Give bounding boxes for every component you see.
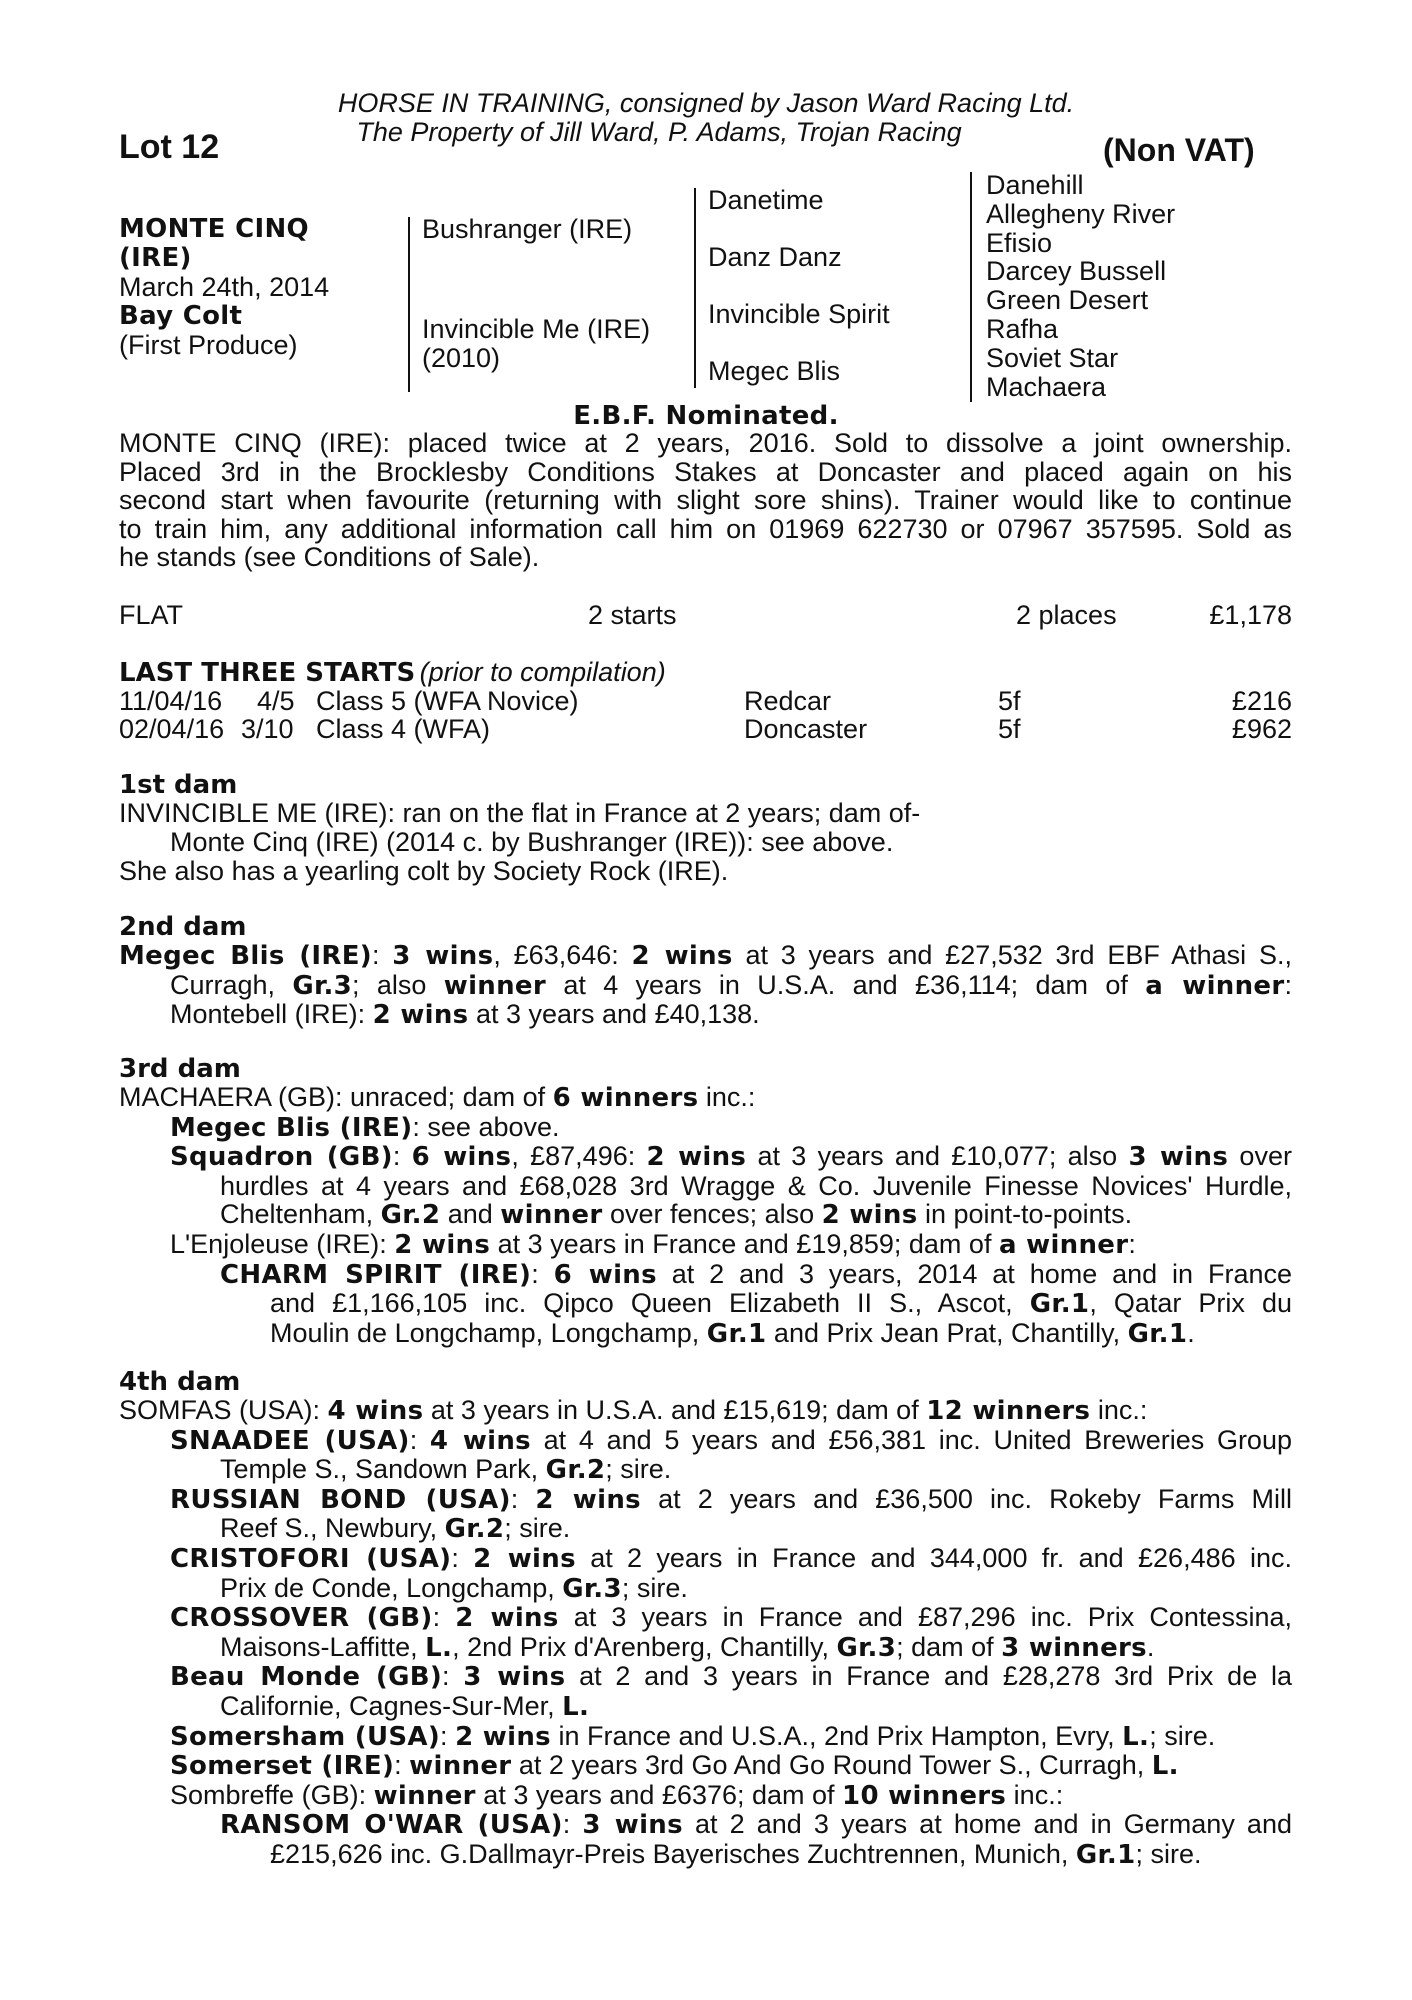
dam4-sn-sire: ; sire. [605,1454,672,1485]
dam3-sq-wins-2: 2 wins [646,1142,747,1173]
dam4-intro-wins: 4 wins [327,1396,424,1426]
dam2-line-1 [119,941,1292,971]
dam4-co-sep: : [432,1602,456,1633]
dam3-le-detail: at 3 years in France and £19,859; dam of [490,1228,999,1259]
last-starts-title: LAST THREE STARTS [119,658,416,688]
dam2-usa: at 4 years in U.S.A. and £36,114; dam of [545,969,1146,1000]
dam2-winner: winner [443,970,546,1001]
dam3-squadron-3 [119,1200,1292,1230]
dam4-co-period: . [1146,1631,1155,1662]
dam3-sq-detail: at 3 years and £10,077; also [746,1141,1129,1172]
dam4-cristofori-1 [119,1544,1292,1574]
horse-country: (IRE) [119,243,192,273]
dam2-sep: : [371,940,393,970]
dam4-ro-dallmayr: £215,626 inc. G.Dallmayr-Preis Bayerisches Zuchtrennen, Munich, [270,1838,1076,1869]
dam4-co-listed: L. [425,1632,453,1663]
dam3-le-a-winner: a winner [998,1229,1129,1260]
summary-line-4: to train him, any additional information call him on 01969 622730 or 07967 357595. Sold as [119,513,1292,544]
dam2-entry [119,941,1292,1030]
dam2-wins-2: 2 wins [631,941,733,971]
dam4-ro-sep: : [562,1809,583,1840]
dam4-crossover-2 [119,1633,1292,1663]
dam4-intro-a: SOMFAS (USA): [119,1395,328,1425]
dam3-squadron-1 [119,1142,1292,1172]
dam4-co-wins: 2 wins [455,1603,559,1634]
dam4-cr-grade: Gr.3 [562,1573,622,1604]
vat-status: (Non VAT) [1103,132,1255,168]
dam4-crossover-1 [119,1603,1292,1633]
pedigree-g2-3: Invincible Spirit [708,299,890,329]
dam4-bm-wins: 3 wins [463,1662,566,1693]
dam3-cs-prat: and Prix Jean Prat, Chantilly, [766,1317,1128,1348]
dam4-co-dam-of: ; dam of [896,1631,1002,1662]
dam4-ss-listed: L. [1151,1751,1179,1782]
dam2-montebell-detail: at 3 years and £40,138. [468,999,760,1030]
dam4-sn-detail: at 4 and 5 years and £56,381 inc. United Breweries Group [530,1424,1292,1455]
dam4-sb-name: Sombreffe (GB): [170,1779,374,1810]
dam3-le-wins: 2 wins [394,1229,491,1260]
last-starts-heading [119,658,666,688]
dam4-ro-sire: ; sire. [1135,1838,1202,1869]
dam4-sm-wins: 2 wins [455,1721,551,1752]
dam4-ransom-2 [119,1840,1292,1870]
horse-details [119,215,329,360]
dam1-line-3: She also has a yearling colt by Society Rock (IRE). [119,856,729,886]
dam4-somersham [119,1722,1292,1752]
dam2-also: ; also [352,969,444,1000]
pedigree-line-3 [970,172,972,402]
dam4-ro-grade: Gr.1 [1075,1839,1136,1870]
dam2-detail: at 3 years and £27,532 3rd EBF Athasi S., [732,940,1292,970]
record-earnings: £1,178 [1209,600,1292,630]
start-row-1-pos: 4/5 [257,686,295,716]
ebf-nominated: E.B.F. Nominated. [573,401,839,431]
start-row-2-date: 02/04/16 [119,714,225,744]
dam4-rb-sep: : [510,1483,536,1514]
dam3-cs-qipco: and £1,166,105 inc. Qipco Queen Elizabeth II S., Ascot, [270,1288,1030,1319]
dam4-somersham-name: Somersham (USA) [170,1721,441,1752]
dam3-cs-period: . [1187,1317,1195,1348]
dam4-sn-grade: Gr.2 [545,1455,606,1486]
dam2-colon: : [1284,969,1292,1000]
pedigree-g3-5: Green Desert [986,285,1149,316]
consignor-line: HORSE IN TRAINING, consigned by Jason Ward Racing Ltd. [337,88,1075,118]
dam3-intro-winners: 6 winners [552,1083,699,1113]
dam3-cs-detail: at 2 and 3 years, 2014 at home and in France [656,1258,1292,1289]
dam4-rb-sire: ; sire. [504,1513,571,1544]
dam4-co-maisons: Maisons-Laffitte, [220,1631,426,1662]
dam4-russian-name: RUSSIAN BOND (USA) [170,1484,511,1515]
dam3-sq-wins-3: 3 wins [1128,1142,1229,1173]
property-line: The Property of Jill Ward, P. Adams, Trojan Racing [356,117,962,147]
dam4-cr-detail: at 2 years in France and 344,000 fr. and £26,486 inc. [575,1542,1292,1573]
dam4-sm-detail: in France and U.S.A., 2nd Prix Hampton, Evry, [550,1720,1123,1751]
dam4-beaumonde-2 [119,1692,1292,1722]
start-row-2-course: Doncaster [744,714,868,744]
dam3-le-name: L'Enjoleuse (IRE): [170,1228,395,1259]
dam4-rb-grade: Gr.2 [444,1514,505,1545]
dam4-bm-listed: L. [562,1691,590,1722]
dam3-cs-wins: 6 wins [553,1259,657,1290]
lot-number: Lot 12 [119,128,220,166]
pedigree-sire: Bushranger (IRE) [422,214,633,244]
dam3-charm-1 [119,1260,1292,1290]
dam3-cs-grade-2: Gr.1 [706,1318,767,1349]
dam4-russian-1 [119,1485,1292,1515]
dam4-cristofori-name: CRISTOFORI (USA) [170,1543,452,1574]
dam3-squadron-name: Squadron (GB) [170,1142,393,1173]
dam4-intro-c: inc.: [1090,1395,1148,1425]
dam4-ss-winner: winner [409,1751,512,1782]
record-starts: 2 starts [588,600,677,630]
dam2-prize: , £63,646: [493,940,632,970]
horse-produce-note: (First Produce) [119,330,298,360]
dam3-intro-a: MACHAERA (GB): unraced; dam of [119,1082,553,1112]
dam3-le-colon: : [1128,1228,1136,1259]
dam1-title: 1st dam [119,770,238,800]
dam4-cristofori-2 [119,1574,1292,1604]
dam4-intro [119,1396,1292,1426]
dam4-sm-listed: L. [1122,1721,1150,1752]
dam4-bm-sep: : [442,1661,464,1692]
dam4-ransom-1 [119,1810,1292,1840]
dam3-cs-grade-1: Gr.1 [1029,1289,1090,1320]
dam3-intro-c: inc.: [698,1082,756,1112]
dam4-cr-wins: 2 wins [473,1543,576,1574]
dam4-rb-wins: 2 wins [535,1484,641,1515]
dam4-ss-sep: : [394,1750,410,1781]
dam2-name: Megec Blis (IRE) [119,941,372,971]
dam4-co-arenberg: , 2nd Prix d'Arenberg, Chantilly, [452,1631,837,1662]
pedigree-g2-4: Megec Blis [708,356,841,386]
dam3-megec [119,1113,1292,1143]
dam4-co-grade: Gr.3 [836,1632,897,1663]
dam4-sb-winners: 10 winners [842,1780,1007,1811]
horse-sex: Bay Colt [119,301,243,331]
dam3-charm-2 [119,1289,1292,1319]
start-row-2-race: Class 4 (WFA) [316,714,491,744]
dam4-snaadee-name: SNAADEE (USA) [170,1425,410,1456]
summary-line-1: MONTE CINQ (IRE): placed twice at 2 years, 2016. Sold to dissolve a joint ownership. [119,428,1292,458]
dam2-line-3 [119,1000,1292,1030]
dam4-ss-detail: at 2 years 3rd Go And Go Round Tower S., Curragh, [511,1750,1152,1781]
start-row-2-pos: 3/10 [241,714,294,744]
dam4-somerset [119,1751,1292,1781]
pedigree-g3-1: Danehill [986,170,1084,200]
dam2-a-winner: a winner [1145,970,1285,1001]
start-row-1-race: Class 5 (WFA Novice) [316,686,579,716]
dam4-co-detail: at 3 years in France and £87,296 inc. Prix Contessina, [558,1602,1292,1633]
dam3-megec-text: : see above. [412,1111,560,1142]
dam4-crossover-name: CROSSOVER (GB) [170,1603,433,1634]
dam3-megec-name: Megec Blis (IRE) [170,1112,413,1143]
summary-line-3: second start when favourite (returning with slight sore shins). Trainer would like to continue [119,485,1292,516]
dam3-title: 3rd dam [119,1054,241,1084]
start-row-1-prize: £216 [1231,686,1292,716]
pedigree-g3-2: Allegheny River [986,198,1176,229]
start-row-2-dist: 5f [998,714,1021,744]
dam2-grade: Gr.3 [292,970,353,1001]
dam4-title: 4th dam [119,1367,241,1397]
dam4-entry [119,1396,1292,1870]
summary-paragraph [119,429,1292,572]
dam1-line-1: INVINCIBLE ME (IRE): ran on the flat in France at 2 years; dam of- [119,798,921,828]
dam3-sq-wins-5: 2 wins [821,1200,918,1231]
dam3-intro [119,1083,1292,1113]
dam2-title: 2nd dam [119,912,247,942]
dam2-course: Curragh, [170,969,293,1000]
dam4-bm-detail: at 2 and 3 years in France and £28,278 3rd Prix de la [565,1661,1292,1692]
dam4-sb-inc: inc.: [1006,1779,1064,1810]
horse-name: MONTE CINQ [119,214,309,244]
dam3-squadron-2: hurdles at 4 years and £68,028 3rd Wragge & Co. Juvenile Finesse Novices' Hurdle, [220,1170,1292,1201]
dam4-beaumonde-name: Beau Monde (GB) [170,1662,443,1693]
dam4-sn-wins: 4 wins [429,1425,531,1456]
dam4-co-winners: 3 winners [1001,1632,1147,1663]
dam3-charm-3 [119,1319,1292,1349]
dam3-cs-sep: : [531,1258,554,1289]
pedigree-line-2 [694,188,696,388]
dam2-montebell: Montebell (IRE): [170,999,373,1030]
dam4-somerset-name: Somerset (IRE) [170,1751,395,1782]
dam3-sq-ptp: in point-to-points. [917,1199,1133,1230]
dam4-snaadee-1 [119,1426,1292,1456]
dam3-sq-winner: winner [500,1200,603,1231]
pedigree-dam-year: (2010) [422,343,501,373]
dam3-lenjoleuse [119,1230,1292,1260]
dam3-sq-fences: over fences; also [602,1199,822,1230]
dam3-cs-qatar: , Qatar Prix du [1089,1288,1292,1319]
dam4-cr-sire: ; sire. [621,1572,688,1603]
summary-line-2: Placed 3rd in the Brocklesby Conditions Stakes at Doncaster and placed again on his [119,456,1292,487]
pedigree-line-1 [408,217,410,392]
dam2-line-2 [119,971,1292,1001]
pedigree-g3-8: Machaera [986,371,1107,402]
record-type: FLAT [119,600,184,630]
dam3-cs-grade-3: Gr.1 [1127,1318,1188,1349]
dam4-snaadee-2 [119,1455,1292,1485]
dam3-sq-prize: , £87,496: [511,1141,647,1172]
pedigree-g3-7: Soviet Star [986,342,1119,373]
pedigree-g3 [986,171,1175,401]
dam3-sq-and: and [440,1199,501,1230]
dam4-rb-detail: at 2 years and £36,500 inc. Rokeby Farms Mill [640,1483,1292,1514]
dam4-sn-temple: Temple S., Sandown Park, [220,1454,546,1485]
pedigree-g3-4: Darcey Bussell [986,256,1167,287]
start-row-1-course: Redcar [744,686,832,716]
summary-line-5: he stands (see Conditions of Sale). [119,542,540,573]
dam4-sm-sep: : [440,1720,456,1751]
start-row-2-prize: £962 [1231,714,1292,744]
pedigree-dam: Invincible Me (IRE) [422,314,651,344]
dam3-cs-moulin: Moulin de Longchamp, Longchamp, [270,1317,707,1348]
pedigree-g2-2: Danz Danz [708,242,842,272]
pedigree-g2-1: Danetime [708,185,824,215]
dam4-ro-wins: 3 wins [582,1810,683,1841]
horse-dob: March 24th, 2014 [119,272,330,302]
dam3-sq-sep: : [392,1141,412,1172]
last-starts-subtitle: (prior to compilation) [419,657,666,687]
start-row-1-date: 11/04/16 [119,686,223,716]
dam3-sq-chelt: Cheltenham, [220,1199,381,1230]
dam4-sb-winner: winner [373,1780,476,1811]
dam4-rb-reef: Reef S., Newbury, [220,1513,445,1544]
dam3-charm-name: CHARM SPIRIT (IRE) [220,1259,532,1290]
dam4-sombreffe [119,1781,1292,1811]
dam4-ransom-name: RANSOM O'WAR (USA) [220,1810,563,1841]
dam4-ro-detail: at 2 and 3 years at home and in Germany and [682,1809,1292,1840]
dam4-beaumonde-1 [119,1662,1292,1692]
dam2-montebell-wins: 2 wins [372,1000,469,1031]
pedigree-g3-6: Rafha [986,313,1059,344]
dam2-wins: 3 wins [392,941,494,971]
dam1-line-2: Monte Cinq (IRE) (2014 c. by Bushranger (IRE)): see above. [170,827,894,857]
pedigree-g3-3: Efisio [986,227,1053,258]
dam4-cr-sep: : [451,1542,474,1573]
dam4-sn-sep: : [409,1424,430,1455]
dam4-sm-sire: ; sire. [1149,1720,1216,1751]
record-places: 2 places [1016,600,1117,630]
dam3-sq-over: over [1228,1141,1292,1172]
dam4-intro-b: at 3 years in U.S.A. and £15,619; dam of [423,1395,927,1425]
dam4-cr-conde: Prix de Conde, Longchamp, [220,1572,563,1603]
dam3-sq-grade: Gr.2 [380,1200,441,1231]
dam4-bm-californie: Californie, Cagnes-Sur-Mer, [220,1690,563,1721]
dam4-russian-2 [119,1514,1292,1544]
start-row-1-dist: 5f [998,686,1021,716]
dam3-sq-wins: 6 wins [411,1142,512,1173]
dam3-entry [119,1083,1292,1348]
dam4-intro-winners: 12 winners [926,1396,1091,1426]
dam4-sb-detail: at 3 years and £6376; dam of [475,1779,843,1810]
